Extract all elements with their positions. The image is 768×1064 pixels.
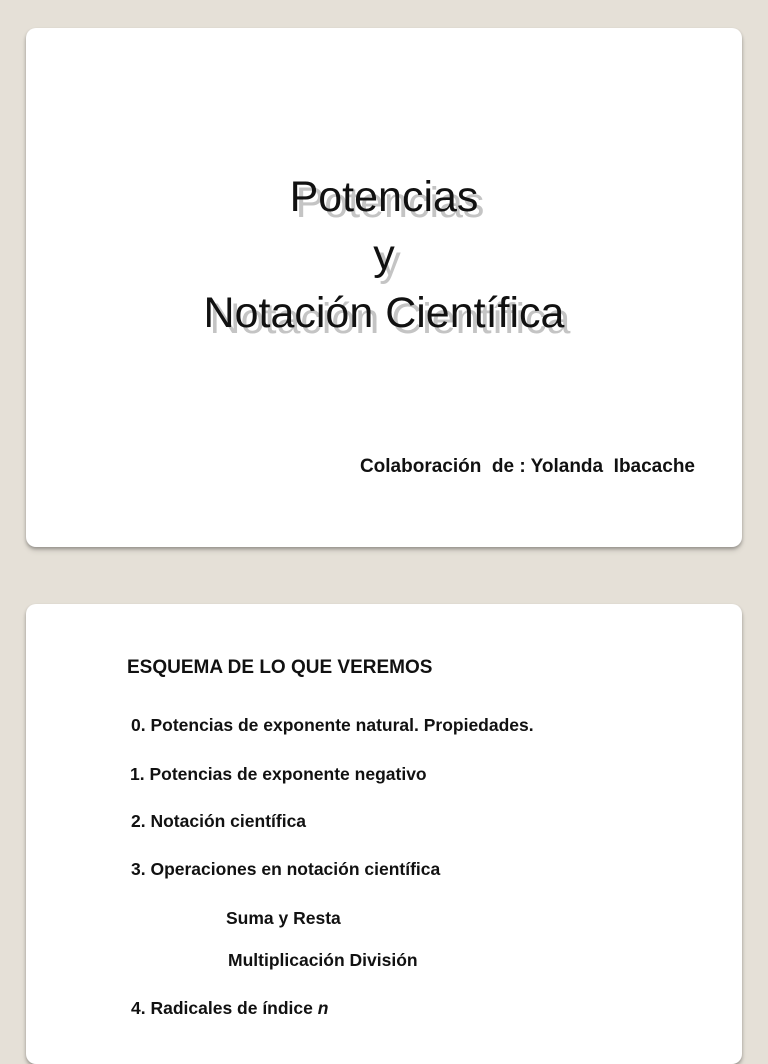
author-credit: Colaboración de : Yolanda Ibacache — [359, 456, 695, 477]
outline-item-4 — [131, 998, 328, 1019]
title-line-3: Notación Científica — [203, 289, 565, 337]
title-line-2: y — [373, 231, 395, 279]
slide-title — [26, 168, 742, 342]
outline-item-4-variable: n — [317, 998, 329, 1018]
title-line-1: Potencias — [289, 173, 479, 221]
outline-subitem-suma-resta: Suma y Resta — [226, 908, 341, 928]
outline-item-4-text: 4. Radicales de índice — [131, 998, 318, 1018]
outline-heading: ESQUEMA DE LO QUE VEREMOS — [127, 657, 433, 678]
outline-item-2: 2. Notación científica — [131, 811, 307, 831]
title-slide — [26, 28, 742, 547]
outline-item-1: 1. Potencias de exponente negativo — [130, 764, 427, 784]
outline-subitem-mult-div: Multiplicación División — [228, 950, 418, 970]
outline-slide — [26, 604, 742, 1064]
outline-item-0: 0. Potencias de exponente natural. Propiedades. — [131, 715, 534, 735]
outline-item-3: 3. Operaciones en notación científica — [131, 859, 441, 879]
